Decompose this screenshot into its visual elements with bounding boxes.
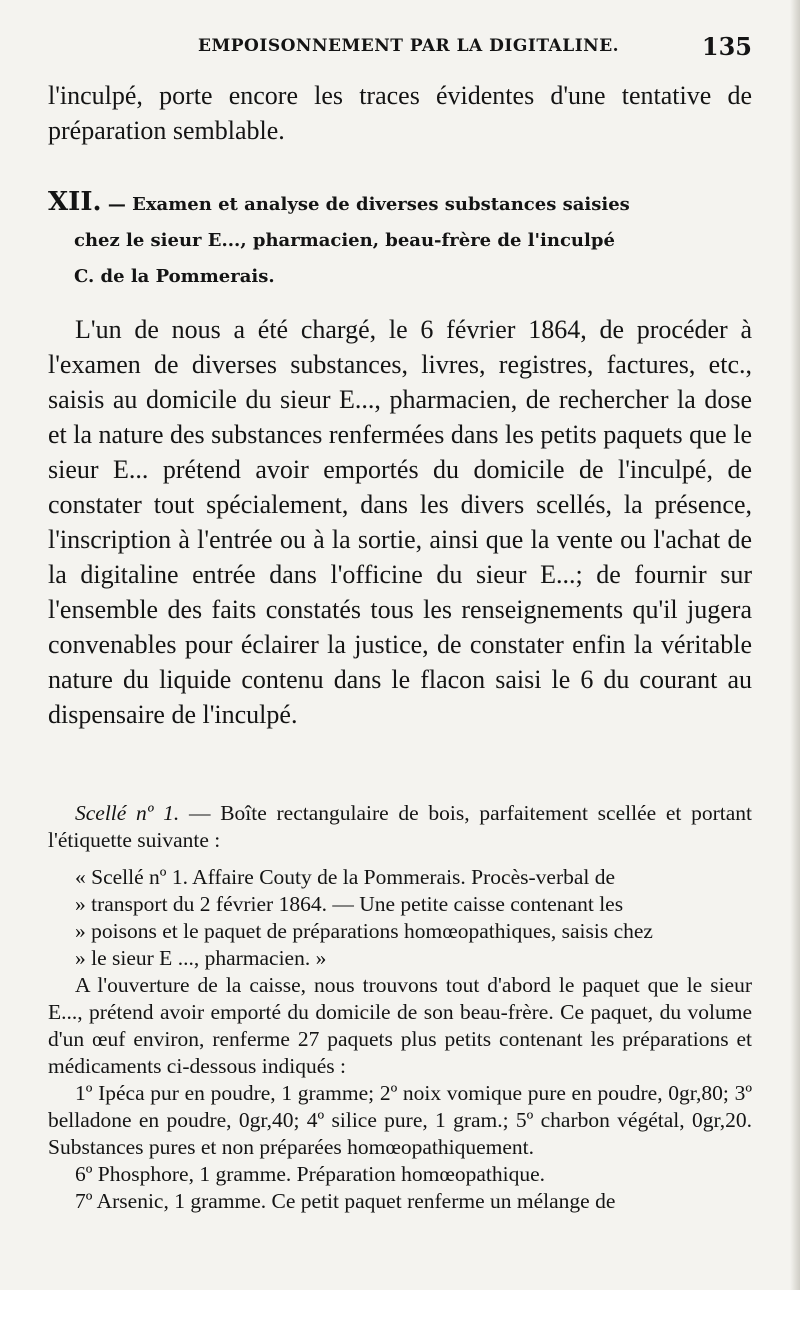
scelle-paragraph <box>48 800 752 854</box>
main-text <box>48 312 752 732</box>
main-paragraph: L'un de nous a été chargé, le 6 février 1864, de procéder à l'examen de diverses substances, livres, registres, factures, etc., saisis au domicile du sieur E..., pharmacien, de rechercher la dose et la nature des substances renfermées dans les petits paquets que le sieur E... prétend avoir emportés du domicile de l'inculpé, de constater tout spécialement, dans les divers scellés, la présence, l'inscription à l'entrée ou à la sortie, ainsi que la vente ou l'achat de la digitaline entrée dans l'officine du sieur E...; de fournir sur l'ensemble des faits constatés tous les renseignements qu'il jugera convenables pour éclairer la justice, de constater enfin la véritable nature du liquide contenu dans le flacon saisi le 6 du courant au dispensaire de l'inculpé. <box>48 315 752 729</box>
list-item: 6º Phosphore, 1 gramme. Préparation homœopathique. <box>75 1162 546 1186</box>
quote-line: « Scellé nº 1. Affaire Couty de la Pommerais. Procès-verbal de <box>75 865 616 889</box>
opening-paragraph: A l'ouverture de la caisse, nous trouvons tout d'abord le paquet que le sieur E..., prétend avoir emporté du domicile de son beau-frère. Ce paquet, du volume d'un œuf environ, renferme 27 paquets plus petits contenant les préparations et médicaments ci-dessous indiqués : <box>48 973 752 1078</box>
running-title: EMPOISONNEMENT PAR LA DIGITALINE. <box>198 36 620 56</box>
section-heading-line <box>48 184 752 223</box>
scelle-label: Scellé nº 1. <box>75 801 180 825</box>
quote-line: » poisons et le paquet de préparations homœopathiques, saisis chez <box>48 918 752 945</box>
section-number: XII. <box>48 187 102 217</box>
scelle-text: — Boîte rectangulaire de bois, parfaitement scellée et portant l'étiquette suivante : <box>48 801 753 852</box>
section-title-line: chez le sieur E..., pharmacien, beau-frère de l'inculpé <box>74 230 615 251</box>
intro-paragraph <box>48 78 752 148</box>
page-edge-shadow <box>790 0 800 1290</box>
section-heading <box>48 184 752 295</box>
intro-line: l'inculpé, porte encore les traces évidentes d'une tentative de <box>48 81 752 110</box>
section-title-line: — Examen et analyse de diverses substances saisies <box>107 194 630 215</box>
page-number: 135 <box>701 32 752 61</box>
page-header <box>48 32 752 66</box>
quote-block <box>48 864 752 972</box>
intro-line: préparation semblable. <box>48 116 285 145</box>
quote-line: » le sieur E ..., pharmacien. » <box>48 945 752 972</box>
list-item: 7º Arsenic, 1 gramme. Ce petit paquet renferme un mélange de <box>75 1189 616 1213</box>
section-title-line: C. de la Pommerais. <box>74 266 275 287</box>
list-item: 1º Ipéca pur en poudre, 1 gramme; 2º noix vomique pure en poudre, 0gr,80; 3º belladone en poudre, 0gr,40; 4º silice pure, 1 gram.; 5º charbon végétal, 0gr,20. Substances pures et non préparées homœopathiquement. <box>48 1081 752 1159</box>
quote-line: » transport du 2 février 1864. — Une petite caisse contenant les <box>48 891 752 918</box>
scelle-section <box>48 800 752 1215</box>
